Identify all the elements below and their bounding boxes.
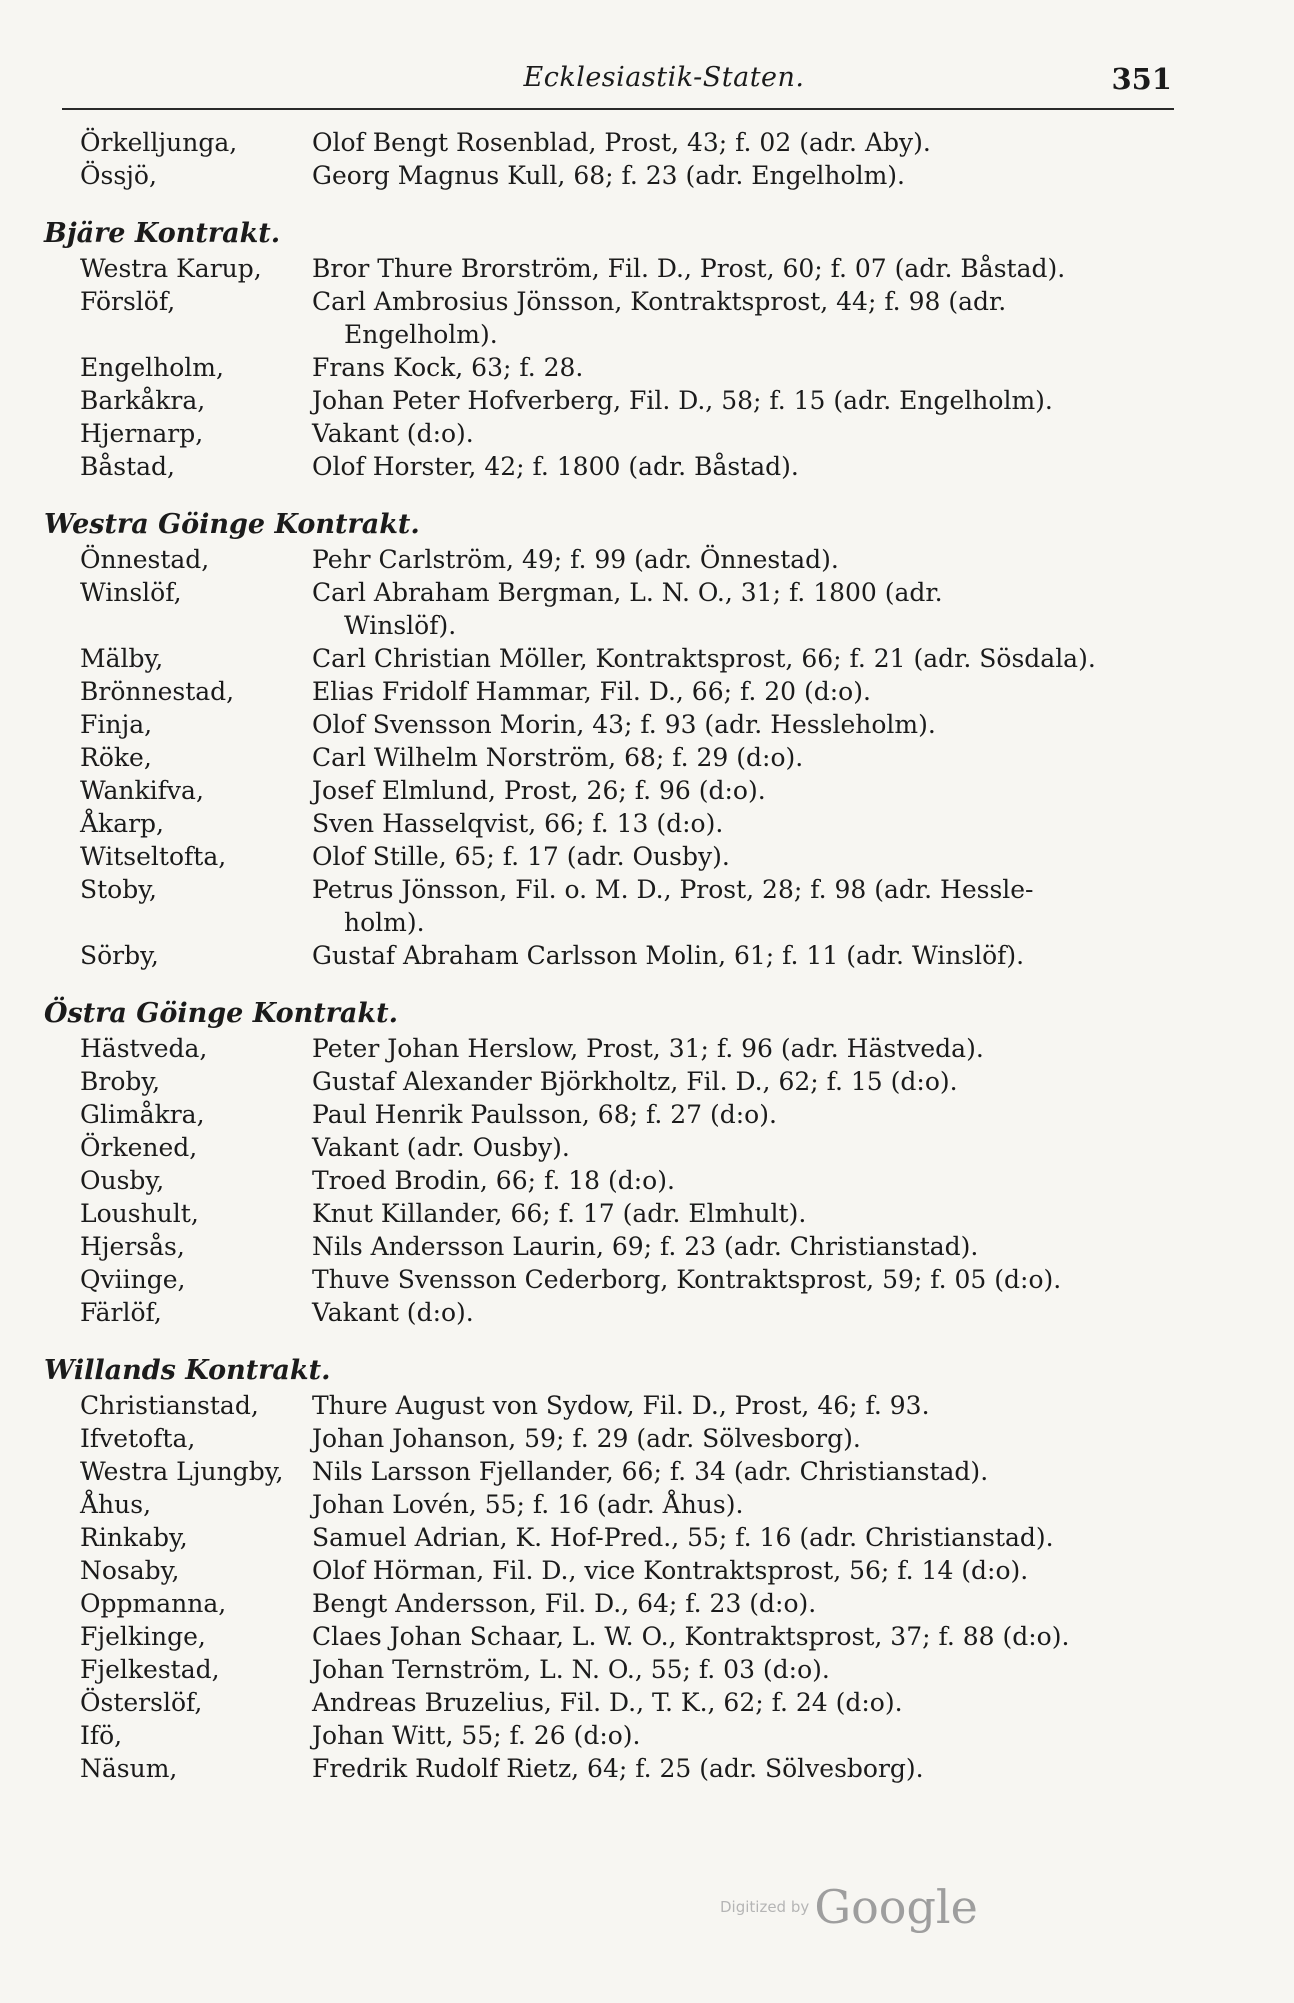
clergy-entry (308, 576, 1160, 642)
parish-entry (80, 1422, 1160, 1455)
watermark-digitized-text: Digitized by (720, 1898, 810, 1916)
clergy-text: Olof Stille, 65; f. 17 (adr. Ousby). (312, 842, 730, 871)
parish-name: Mälby, (80, 644, 164, 673)
clergy-text: Thure August von Sydow, Fil. D., Prost, 46; f. 93. (312, 1391, 930, 1420)
clergy-entry (308, 1098, 1160, 1131)
clergy-entry (308, 1455, 1160, 1488)
parish-name: Qviinge, (80, 1265, 186, 1294)
parish-name: Hästveda, (80, 1034, 208, 1063)
clergy-entry (308, 252, 1160, 285)
clergy-entry (308, 741, 1160, 774)
clergy-entry (308, 774, 1160, 807)
clergy-text-continuation: holm). (344, 908, 425, 937)
parish-entry (80, 1263, 1160, 1296)
parish-name: Förslöf, (80, 287, 176, 316)
parish-name: Ifvetofta, (80, 1424, 196, 1453)
clergy-entry (308, 1164, 1160, 1197)
parish-entry (80, 1686, 1160, 1719)
parish-entry (80, 252, 1160, 285)
clergy-text: Johan Peter Hofverberg, Fil. D., 58; f. 15 (adr. Engelholm). (312, 386, 1053, 415)
clergy-text: Pehr Carlström, 49; f. 99 (adr. Önnestad). (312, 545, 839, 574)
parish-entry (80, 642, 1160, 675)
clergy-entry (308, 708, 1160, 741)
parish-entry (80, 576, 1160, 642)
parish-name: Hjersås, (80, 1232, 185, 1261)
parish-entry (80, 1620, 1160, 1653)
parish-entry (80, 384, 1160, 417)
parish-entry (80, 675, 1160, 708)
clergy-text: Bror Thure Brorström, Fil. D., Prost, 60; f. 07 (adr. Båstad). (312, 254, 1066, 283)
clergy-text: Georg Magnus Kull, 68; f. 23 (adr. Engelholm). (312, 161, 905, 190)
clergy-entry (308, 840, 1160, 873)
parish-entry (80, 285, 1160, 351)
parish-entry (80, 159, 1160, 192)
clergy-text: Knut Killander, 66; f. 17 (adr. Elmhult). (312, 1199, 807, 1228)
parish-name: Stoby, (80, 875, 157, 904)
parish-name: Näsum, (80, 1754, 178, 1783)
clergy-entry (308, 939, 1160, 972)
clergy-entry (308, 159, 1160, 192)
clergy-entry (308, 1389, 1160, 1422)
parish-name: Färlöf, (80, 1298, 162, 1327)
header-rule (62, 108, 1174, 110)
clergy-text: Peter Johan Herslow, Prost, 31; f. 96 (adr. Hästveda). (312, 1034, 984, 1063)
parish-entry (80, 1752, 1160, 1785)
parish-name: Åhus, (80, 1490, 152, 1519)
clergy-text: Olof Svensson Morin, 43; f. 93 (adr. Hessleholm). (312, 710, 936, 739)
clergy-text: Vakant (adr. Ousby). (312, 1133, 570, 1162)
clergy-entry (308, 1296, 1160, 1329)
clergy-entry (308, 675, 1160, 708)
clergy-text: Thuve Svensson Cederborg, Kontraktsprost, 59; f. 05 (d:o). (312, 1265, 1062, 1294)
parish-entry (80, 1164, 1160, 1197)
clergy-entry (308, 807, 1160, 840)
parish-entry (80, 1455, 1160, 1488)
running-header-title: Ecklesiastik-Staten. (523, 62, 805, 93)
parish-entry (80, 1065, 1160, 1098)
parish-entry (80, 1230, 1160, 1263)
clergy-text: Vakant (d:o). (312, 1298, 474, 1327)
clergy-entry (308, 351, 1160, 384)
clergy-text: Josef Elmlund, Prost, 26; f. 96 (d:o). (312, 776, 766, 805)
clergy-entry (308, 1521, 1160, 1554)
parish-entry (80, 351, 1160, 384)
parish-entry (80, 126, 1160, 159)
clergy-entry (308, 1131, 1160, 1164)
parish-entry (80, 1719, 1160, 1752)
clergy-entry (308, 1065, 1160, 1098)
clergy-text: Gustaf Alexander Björkholtz, Fil. D., 62; f. 15 (d:o). (312, 1067, 958, 1096)
clergy-entry (308, 1197, 1160, 1230)
parish-name: Barkåkra, (80, 386, 206, 415)
clergy-text-continuation: Winslöf). (344, 611, 457, 640)
parish-name: Båstad, (80, 452, 176, 481)
clergy-text: Olof Horster, 42; f. 1800 (adr. Båstad). (312, 452, 799, 481)
parish-name: Fjelkinge, (80, 1622, 206, 1651)
parish-entry (80, 543, 1160, 576)
clergy-entry (308, 1554, 1160, 1587)
clergy-text: Johan Johanson, 59; f. 29 (adr. Sölvesborg). (312, 1424, 861, 1453)
clergy-text: Paul Henrik Paulsson, 68; f. 27 (d:o). (312, 1100, 777, 1129)
clergy-entry (308, 1488, 1160, 1521)
parish-name: Österslöf, (80, 1688, 203, 1717)
clergy-entry (308, 1032, 1160, 1065)
clergy-text: Olof Hörman, Fil. D., vice Kontraktsprost, 56; f. 14 (d:o). (312, 1556, 1029, 1585)
clergy-text: Andreas Bruzelius, Fil. D., T. K., 62; f. 24 (d:o). (312, 1688, 903, 1717)
parish-entry (80, 1653, 1160, 1686)
parish-name: Ousby, (80, 1166, 165, 1195)
clergy-text: Vakant (d:o). (312, 419, 474, 448)
parish-name: Fjelkestad, (80, 1655, 220, 1684)
parish-entry (80, 1131, 1160, 1164)
parish-entry (80, 1587, 1160, 1620)
clergy-entry (308, 1422, 1160, 1455)
clergy-entry (308, 126, 1160, 159)
clergy-text: Johan Witt, 55; f. 26 (d:o). (312, 1721, 641, 1750)
clergy-entry (308, 1686, 1160, 1719)
parish-name: Engelholm, (80, 353, 224, 382)
parish-entry (80, 1521, 1160, 1554)
parish-name: Oppmanna, (80, 1589, 227, 1618)
clergy-entry (308, 543, 1160, 576)
parish-entry (80, 1197, 1160, 1230)
clergy-text: Nils Larsson Fjellander, 66; f. 34 (adr. Christianstad). (312, 1457, 989, 1486)
parish-entry (80, 939, 1160, 972)
parish-entry (80, 840, 1160, 873)
parish-name: Finja, (80, 710, 153, 739)
parish-name: Glimåkra, (80, 1100, 205, 1129)
parish-entry (80, 708, 1160, 741)
parish-name: Witseltofta, (80, 842, 227, 871)
clergy-text: Claes Johan Schaar, L. W. O., Kontraktsprost, 37; f. 88 (d:o). (312, 1622, 1070, 1651)
parish-name: Åkarp, (80, 809, 165, 838)
parish-entry (80, 1389, 1160, 1422)
clergy-entry (308, 1230, 1160, 1263)
parish-name: Nosaby, (80, 1556, 180, 1585)
clergy-text: Johan Lovén, 55; f. 16 (adr. Åhus). (312, 1490, 744, 1519)
clergy-entry (308, 1653, 1160, 1686)
section-title: Westra Göinge Kontrakt. (44, 509, 420, 540)
parish-entry (80, 873, 1160, 939)
section-title: Bjäre Kontrakt. (44, 218, 281, 249)
clergy-entry (308, 1752, 1160, 1785)
parish-entry (80, 1488, 1160, 1521)
parish-name: Broby, (80, 1067, 161, 1096)
clergy-text: Carl Ambrosius Jönsson, Kontraktsprost, 44; f. 98 (adr. (312, 287, 1007, 316)
clergy-text: Olof Bengt Rosenblad, Prost, 43; f. 02 (adr. Aby). (312, 128, 931, 157)
parish-name: Örkelljunga, (80, 128, 238, 157)
clergy-entry (308, 384, 1160, 417)
parish-name: Sörby, (80, 941, 159, 970)
clergy-text: Samuel Adrian, K. Hof-Pred., 55; f. 16 (adr. Christianstad). (312, 1523, 1054, 1552)
section-title: Willands Kontrakt. (44, 1355, 331, 1386)
parish-entry (80, 417, 1160, 450)
clergy-entry (308, 285, 1160, 351)
parish-name: Hjernarp, (80, 419, 204, 448)
clergy-text: Fredrik Rudolf Rietz, 64; f. 25 (adr. Sölvesborg). (312, 1754, 924, 1783)
clergy-entry (308, 1263, 1160, 1296)
parish-entry (80, 774, 1160, 807)
parish-name: Winslöf, (80, 578, 182, 607)
parish-entry (80, 1032, 1160, 1065)
clergy-text: Carl Abraham Bergman, L. N. O., 31; f. 1800 (adr. (312, 578, 943, 607)
clergy-text: Johan Ternström, L. N. O., 55; f. 03 (d:o). (312, 1655, 830, 1684)
clergy-text-continuation: Engelholm). (344, 320, 498, 349)
parish-name: Össjö, (80, 161, 157, 190)
watermark-google-logo: Google (814, 1880, 978, 1934)
page-number: 351 (1111, 62, 1172, 96)
clergy-text: Carl Wilhelm Norström, 68; f. 29 (d:o). (312, 743, 804, 772)
directory-content (0, 126, 1294, 1785)
parish-name: Brönnestad, (80, 677, 235, 706)
clergy-entry (308, 642, 1160, 675)
parish-name: Westra Ljungby, (80, 1457, 284, 1486)
clergy-text: Petrus Jönsson, Fil. o. M. D., Prost, 28; f. 98 (adr. Hessle- (312, 875, 1034, 904)
clergy-text: Elias Fridolf Hammar, Fil. D., 66; f. 20 (d:o). (312, 677, 871, 706)
clergy-text: Frans Kock, 63; f. 28. (312, 353, 584, 382)
section-title: Östra Göinge Kontrakt. (44, 998, 399, 1029)
parish-entry (80, 1098, 1160, 1131)
google-watermark (720, 1880, 1020, 1934)
parish-name: Wankifva, (80, 776, 204, 805)
clergy-entry (308, 1719, 1160, 1752)
parish-name: Westra Karup, (80, 254, 262, 283)
clergy-entry (308, 417, 1160, 450)
parish-entry (80, 1296, 1160, 1329)
clergy-text: Gustaf Abraham Carlsson Molin, 61; f. 11 (adr. Winslöf). (312, 941, 1025, 970)
clergy-entry (308, 873, 1160, 939)
parish-entry (80, 741, 1160, 774)
parish-name: Röke, (80, 743, 152, 772)
parish-name: Loushult, (80, 1199, 199, 1228)
clergy-text: Troed Brodin, 66; f. 18 (d:o). (312, 1166, 675, 1195)
clergy-entry (308, 1587, 1160, 1620)
clergy-text: Nils Andersson Laurin, 69; f. 23 (adr. Christianstad). (312, 1232, 979, 1261)
parish-entry (80, 450, 1160, 483)
clergy-text: Sven Hasselqvist, 66; f. 13 (d:o). (312, 809, 724, 838)
parish-name: Ifö, (80, 1721, 123, 1750)
parish-name: Rinkaby, (80, 1523, 188, 1552)
parish-name: Christianstad, (80, 1391, 259, 1420)
parish-entry (80, 1554, 1160, 1587)
clergy-entry (308, 450, 1160, 483)
clergy-text: Carl Christian Möller, Kontraktsprost, 66; f. 21 (adr. Sösdala). (312, 644, 1096, 673)
parish-entry (80, 807, 1160, 840)
clergy-entry (308, 1620, 1160, 1653)
parish-name: Örkened, (80, 1133, 198, 1162)
parish-name: Önnestad, (80, 545, 210, 574)
clergy-text: Bengt Andersson, Fil. D., 64; f. 23 (d:o). (312, 1589, 817, 1618)
